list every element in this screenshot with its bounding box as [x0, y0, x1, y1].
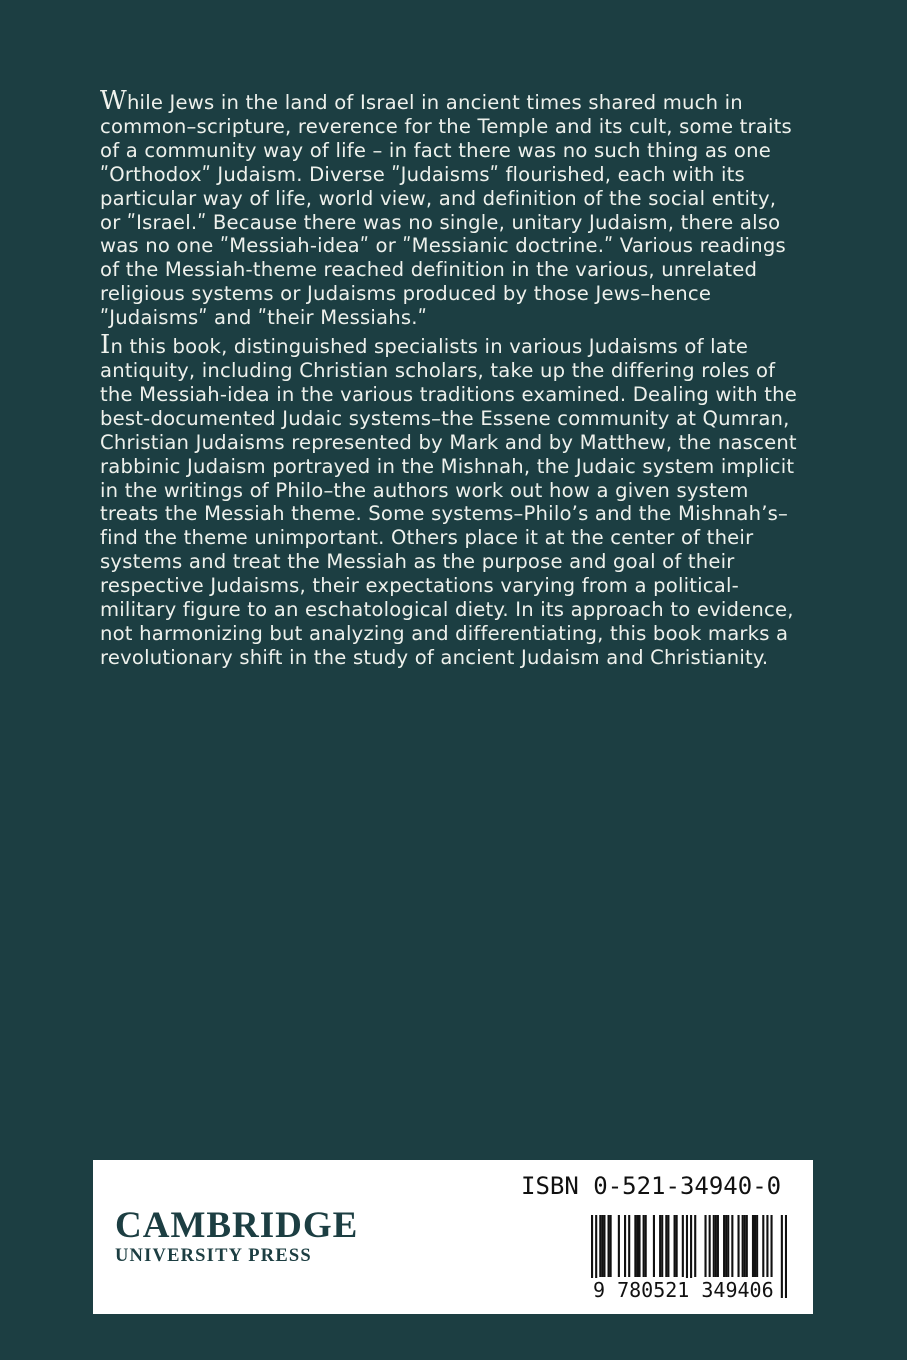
barcode-bar: [742, 1215, 744, 1277]
publisher-panel: [93, 1160, 813, 1314]
barcode-bar: [603, 1215, 605, 1277]
blurb-paragraph-1: [100, 86, 800, 330]
barcode-bar: [704, 1215, 706, 1277]
barcode-bar: [610, 1215, 612, 1277]
barcode-bar: [659, 1215, 661, 1277]
barcode-bar: [766, 1215, 768, 1277]
barcode-bar: [725, 1215, 727, 1277]
barcode-bar: [682, 1215, 684, 1277]
barcode-bar: [628, 1215, 630, 1277]
barcode-bar: [744, 1215, 746, 1277]
barcode-bar: [599, 1215, 601, 1277]
blurb-paragraph-1-text: hile Jews in the land of Israel in ancient times shared much in common–scripture, reverence for the Temple and its cult, some traits of a community way of life – in fact there was no such thing as one ʺOrthodoxʺ Judaism. Diverse ʺJudaismsʺ flourished, each with its particular way of life, world view, and definition of the social entity, or ʺIsrael.ʺ Because there was no single, unitary Judaism, there also was no one ʺMessiah-ideaʺ or ʺMessianic doctrine.ʺ Various readings of the Messiah-theme reached definition in the various, unrelated religious systems or Judaisms produced by those Jews–hence ʺJudaismsʺ and ʺtheir Messiahs.ʺ: [100, 91, 792, 330]
drop-initial-1: W: [100, 86, 127, 116]
barcode-bar: [756, 1215, 758, 1277]
barcode-bar: [770, 1215, 772, 1277]
barcode-bar: [752, 1215, 754, 1277]
barcode-bar: [746, 1215, 748, 1277]
barcode-bar: [674, 1215, 676, 1277]
publisher-subtitle: UNIVERSITY PRESS: [115, 1246, 312, 1266]
barcode-bar: [737, 1215, 739, 1277]
barcode-bar: [653, 1215, 655, 1277]
barcode-bar: [709, 1215, 711, 1277]
barcode-bar: [715, 1215, 717, 1277]
barcode-bar: [645, 1215, 647, 1277]
barcode-bar: [608, 1215, 610, 1277]
barcode-bar: [723, 1215, 725, 1277]
barcode-bar: [676, 1215, 678, 1277]
blurb-paragraph-2-text: n this book, distinguished specialists in various Judaisms of late antiquity, including Christian scholars, take up the differing roles of the Messiah-idea in the various traditions examined. Dealing with the best-documented Judaic systems–the Essene community at Qumran, Christian Judaisms represented by Mark and by Matthew, the nascent rabbinic Judaism portrayed in the Mishnah, the Judaic system implicit in the writings of Philo–the authors work out how a given system treats the Messiah theme. Some systems–Philo’s and the Mishnah’s–find the theme unimportant. Others place it at the center of their systems and treat the Messiah as the purpose and goal of their respective Judaisms, their expectations varying from a political-military figure to an eschatological diety. In its approach to evidence, not harmonizing but analyzing and differentiating, this book marks a revolutionary shift in the study of ancient Judaism and Christianity.: [100, 335, 797, 669]
barcode-bar: [717, 1215, 719, 1277]
barcode-bar: [694, 1215, 696, 1277]
barcode-bar: [731, 1215, 733, 1277]
barcode-bar: [667, 1215, 669, 1277]
barcode-bar: [618, 1215, 620, 1277]
barcode-bar: [781, 1215, 783, 1298]
barcode-bar: [754, 1215, 756, 1277]
barcode-bar: [661, 1215, 663, 1277]
barcode-bar: [762, 1215, 764, 1277]
barcode-bar: [638, 1215, 640, 1277]
barcode-bar: [785, 1215, 787, 1298]
barcode-bar: [713, 1215, 715, 1277]
back-cover-blurb: [100, 86, 800, 674]
barcode-bar: [643, 1215, 645, 1277]
ean-number: 9 780521 349406: [593, 1278, 774, 1302]
barcode-bar: [636, 1215, 638, 1277]
barcode-bar: [601, 1215, 603, 1277]
isbn-label: ISBN 0-521-34940-0: [521, 1172, 782, 1200]
barcode-bar: [624, 1215, 626, 1277]
barcode-bar: [665, 1215, 667, 1277]
barcode-bar: [727, 1215, 729, 1277]
publisher-name: CAMBRIDGE: [115, 1205, 359, 1246]
barcode-bar: [634, 1215, 636, 1277]
blurb-paragraph-2: [100, 330, 800, 670]
drop-initial-2: I: [100, 330, 111, 361]
publisher-logo: [115, 1205, 359, 1267]
